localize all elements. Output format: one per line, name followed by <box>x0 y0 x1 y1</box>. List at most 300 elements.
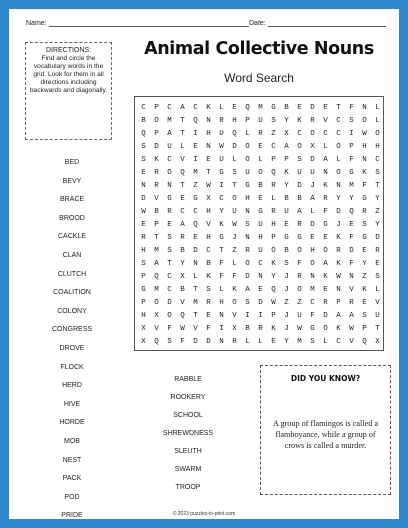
word-list-item: ROOKERY <box>170 394 206 401</box>
grid-letter: D <box>323 312 328 320</box>
grid-letter: U <box>167 143 172 151</box>
grid-row <box>135 102 385 115</box>
grid-letter: P <box>362 325 367 333</box>
grid-letter: Y <box>375 195 380 203</box>
grid-letter: R <box>271 182 276 190</box>
grid-row <box>135 297 385 310</box>
grid-letter: E <box>141 169 146 177</box>
grid-letter: Q <box>362 338 367 346</box>
grid-letter: C <box>323 130 328 138</box>
grid-letter: P <box>349 143 354 151</box>
grid-letter: X <box>375 338 380 346</box>
grid-letter: C <box>258 260 263 268</box>
grid-letter: C <box>336 338 341 346</box>
grid-letter: E <box>323 104 328 112</box>
grid-letter: M <box>154 286 159 294</box>
grid-letter: F <box>297 260 302 268</box>
grid-letter: A <box>180 221 185 229</box>
grid-letter: K <box>336 234 341 242</box>
grid-letter: L <box>323 143 328 151</box>
grid-letter: M <box>297 338 302 346</box>
grid-letter: K <box>154 156 159 164</box>
grid-letter: K <box>284 169 289 177</box>
grid-letter: K <box>271 260 276 268</box>
grid-letter: Q <box>193 117 198 125</box>
grid-letter: L <box>180 143 185 151</box>
grid-letter: G <box>219 169 224 177</box>
grid-letter: E <box>323 286 328 294</box>
grid-letter: O <box>323 325 328 333</box>
grid-letter: P <box>154 130 159 138</box>
grid-letter: C <box>297 130 302 138</box>
grid-letter: S <box>245 299 250 307</box>
grid-letter: O <box>297 247 302 255</box>
did-you-know-heading: DID YOU KNOW? <box>290 374 361 383</box>
grid-letter: L <box>271 195 276 203</box>
grid-letter: F <box>349 156 354 164</box>
grid-letter: N <box>193 260 198 268</box>
grid-letter: H <box>206 208 211 216</box>
grid-letter: Z <box>362 273 367 281</box>
grid-letter: E <box>258 143 263 151</box>
grid-letter: N <box>336 286 341 294</box>
grid-letter: S <box>284 260 289 268</box>
grid-letter: A <box>284 143 289 151</box>
grid-letter: A <box>310 195 315 203</box>
grid-letter: L <box>336 156 341 164</box>
grid-letter: H <box>232 117 237 125</box>
grid-letter: L <box>375 117 380 125</box>
grid-letter: T <box>232 182 237 190</box>
grid-letter: O <box>336 169 341 177</box>
grid-letter: Y <box>180 260 185 268</box>
grid-letter: K <box>323 182 328 190</box>
grid-letter: O <box>310 260 315 268</box>
grid-letter: X <box>284 130 289 138</box>
grid-letter: R <box>362 208 367 216</box>
grid-letter: N <box>141 182 146 190</box>
grid-letter: S <box>167 247 172 255</box>
grid-letter: A <box>180 104 185 112</box>
grid-letter: N <box>362 156 367 164</box>
grid-letter: E <box>271 338 276 346</box>
grid-letter: P <box>141 273 146 281</box>
grid-letter: G <box>167 195 172 203</box>
grid-letter: U <box>258 221 263 229</box>
grid-letter: S <box>375 273 380 281</box>
grid-letter: S <box>167 234 172 242</box>
grid-letter: P <box>271 234 276 242</box>
grid-letter: B <box>297 195 302 203</box>
worksheet-page <box>9 9 399 519</box>
grid-letter: L <box>193 273 198 281</box>
grid-letter: B <box>141 117 146 125</box>
grid-letter: X <box>180 273 185 281</box>
grid-letter: E <box>362 299 367 307</box>
grid-letter: O <box>245 260 250 268</box>
word-list-item: CLAN <box>62 252 82 259</box>
grid-letter: Z <box>271 130 276 138</box>
grid-letter: O <box>167 169 172 177</box>
grid-letter: O <box>232 195 237 203</box>
grid-letter: N <box>206 143 211 151</box>
grid-letter: C <box>167 273 172 281</box>
grid-letter: R <box>154 169 159 177</box>
grid-letter: K <box>232 286 237 294</box>
word-list-item: CACKLE <box>57 233 86 241</box>
grid-letter: F <box>310 312 315 320</box>
word-list-item: HERD <box>62 382 82 390</box>
grid-row <box>135 206 385 219</box>
grid-letter: W <box>219 143 224 151</box>
grid-letter: U <box>219 156 224 164</box>
word-search-grid <box>134 96 384 351</box>
grid-row <box>135 258 385 271</box>
grid-letter: T <box>180 182 185 190</box>
grid-letter: Y <box>284 117 289 125</box>
grid-letter: Q <box>141 130 146 138</box>
grid-letter: Q <box>245 104 250 112</box>
grid-letter: A <box>323 156 328 164</box>
grid-letter: O <box>297 286 302 294</box>
word-list-item: RABBLE <box>174 376 202 383</box>
date-label: Date: <box>249 20 266 27</box>
word-list-item: SCHOOL <box>173 412 203 419</box>
grid-letter: V <box>193 325 198 333</box>
grid-letter: U <box>375 312 380 320</box>
grid-letter: F <box>219 260 224 268</box>
grid-letter: X <box>206 195 211 203</box>
grid-letter: U <box>297 169 302 177</box>
grid-letter: G <box>245 182 250 190</box>
word-list-item: BED <box>64 159 80 166</box>
grid-letter: N <box>219 338 224 346</box>
grid-letter: Z <box>193 182 198 190</box>
word-list-item: SLEUTH <box>174 448 202 455</box>
grid-letter: R <box>297 221 302 229</box>
grid-letter: X <box>154 312 159 320</box>
grid-letter: F <box>349 260 354 268</box>
grid-letter: E <box>180 195 185 203</box>
grid-letter: X <box>232 325 237 333</box>
grid-letter: C <box>180 208 185 216</box>
grid-letter: W <box>349 325 354 333</box>
grid-letter: Z <box>284 299 289 307</box>
grid-letter: U <box>297 312 302 320</box>
grid-letter: N <box>258 273 263 281</box>
grid-letter: L <box>375 286 380 294</box>
grid-letter: B <box>284 195 289 203</box>
word-list-item: SHREWDNESS <box>162 430 214 437</box>
grid-letter: N <box>206 117 211 125</box>
grid-letter: R <box>245 247 250 255</box>
grid-letter: Y <box>271 273 276 281</box>
grid-letter: A <box>297 208 302 216</box>
grid-row <box>135 154 385 167</box>
grid-letter: D <box>336 208 341 216</box>
grid-letter: T <box>206 169 211 177</box>
grid-letter: U <box>310 169 315 177</box>
grid-letter: G <box>349 169 354 177</box>
word-list-item: NEST <box>62 456 82 464</box>
grid-letter: W <box>362 130 367 138</box>
grid-letter: K <box>336 260 341 268</box>
grid-letter: Q <box>349 208 354 216</box>
grid-letter: L <box>232 260 237 268</box>
grid-letter: O <box>167 312 172 320</box>
grid-letter: E <box>141 221 146 229</box>
grid-letter: R <box>232 338 237 346</box>
grid-letter: W <box>206 182 211 190</box>
grid-letter: D <box>310 221 315 229</box>
grid-letter: W <box>232 221 237 229</box>
grid-letter: G <box>193 195 198 203</box>
grid-letter: C <box>193 104 198 112</box>
grid-letter: R <box>336 247 341 255</box>
word-list-item: PRIDE <box>61 512 83 520</box>
grid-letter: W <box>297 325 302 333</box>
grid-letter: K <box>271 325 276 333</box>
grid-letter: R <box>297 273 302 281</box>
grid-row <box>135 193 385 206</box>
grid-letter: L <box>375 104 380 112</box>
grid-letter: S <box>362 221 367 229</box>
grid-letter: G <box>284 234 289 242</box>
grid-letter: N <box>323 169 328 177</box>
grid-letter: A <box>154 260 159 268</box>
grid-letter: E <box>193 143 198 151</box>
grid-letter: V <box>323 117 328 125</box>
grid-letter: Q <box>271 169 276 177</box>
grid-letter: G <box>297 234 302 242</box>
grid-letter: C <box>336 130 341 138</box>
grid-letter: F <box>323 208 328 216</box>
grid-letter: Y <box>375 221 380 229</box>
grid-letter: I <box>193 156 198 164</box>
grid-letter: Q <box>193 221 198 229</box>
grid-letter: F <box>206 325 211 333</box>
grid-letter: M <box>349 182 354 190</box>
grid-letter: O <box>271 247 276 255</box>
grid-letter: S <box>141 143 146 151</box>
grid-letter: C <box>167 286 172 294</box>
grid-letter: S <box>297 156 302 164</box>
grid-letter: G <box>141 286 146 294</box>
grid-letter: B <box>284 247 289 255</box>
grid-letter: C <box>336 117 341 125</box>
grid-letter: P <box>154 221 159 229</box>
grid-letter: B <box>180 286 185 294</box>
word-list-item: CLUTCH <box>57 270 87 278</box>
grid-row <box>135 128 385 141</box>
grid-letter: P <box>271 312 276 320</box>
grid-letter: W <box>180 325 185 333</box>
grid-letter: G <box>362 234 367 242</box>
grid-letter: J <box>284 286 289 294</box>
grid-row <box>135 115 385 128</box>
grid-letter: V <box>375 299 380 307</box>
grid-letter: R <box>167 208 172 216</box>
grid-letter: I <box>219 325 224 333</box>
word-list-item: PACK <box>62 475 82 483</box>
grid-letter: C <box>219 195 224 203</box>
grid-letter: F <box>349 234 354 242</box>
grid-letter: H <box>310 247 315 255</box>
grid-letter: S <box>141 260 146 268</box>
grid-letter: Q <box>180 169 185 177</box>
date-blank <box>268 19 386 27</box>
grid-letter: O <box>362 117 367 125</box>
grid-letter: D <box>310 156 315 164</box>
grid-letter: G <box>258 208 263 216</box>
grid-letter: D <box>310 104 315 112</box>
grid-letter: A <box>167 130 172 138</box>
grid-letter: E <box>375 260 380 268</box>
grid-letter: V <box>154 325 159 333</box>
grid-letter: K <box>362 169 367 177</box>
grid-letter: H <box>362 143 367 151</box>
footer-credit: © 2023 puzzles-to-print.com <box>172 511 236 517</box>
grid-letter: E <box>167 221 172 229</box>
grid-letter: O <box>232 299 237 307</box>
grid-letter: Q <box>180 312 185 320</box>
directions-heading: DIRECTIONS: <box>45 47 92 54</box>
grid-letter: Y <box>336 195 341 203</box>
grid-letter: C <box>193 208 198 216</box>
grid-letter: B <box>180 247 185 255</box>
grid-letter: O <box>154 117 159 125</box>
word-list-item: SWARM <box>174 466 202 473</box>
grid-letter: K <box>219 221 224 229</box>
grid-letter: P <box>271 156 276 164</box>
grid-letter: V <box>154 195 159 203</box>
grid-letter: S <box>349 117 354 125</box>
grid-letter: Y <box>362 260 367 268</box>
grid-letter: B <box>154 208 159 216</box>
grid-letter: D <box>258 299 263 307</box>
grid-letter: P <box>336 299 341 307</box>
grid-letter: J <box>284 325 289 333</box>
word-list-item: HIVE <box>63 400 81 408</box>
grid-row <box>135 167 385 180</box>
grid-letter: O <box>323 247 328 255</box>
grid-letter: K <box>297 117 302 125</box>
word-list-item: POD <box>64 493 80 501</box>
grid-letter: D <box>232 143 237 151</box>
directions-text: Find and circle the vocabulary words in the grid. Look for them in all directions including backwards and diagonally. <box>29 55 108 94</box>
grid-letter: H <box>245 195 250 203</box>
grid-letter: X <box>310 143 315 151</box>
name-blank <box>49 19 249 27</box>
grid-letter: F <box>232 273 237 281</box>
grid-letter: E <box>206 156 211 164</box>
grid-letter: I <box>219 182 224 190</box>
grid-letter: E <box>362 247 367 255</box>
grid-letter: W <box>141 208 146 216</box>
grid-letter: C <box>375 156 380 164</box>
grid-row <box>135 245 385 258</box>
grid-letter: U <box>284 208 289 216</box>
grid-letter: N <box>245 208 250 216</box>
grid-letter: W <box>336 273 341 281</box>
grid-letter: M <box>193 169 198 177</box>
grid-letter: U <box>258 117 263 125</box>
grid-row <box>135 310 385 323</box>
grid-letter: E <box>349 221 354 229</box>
grid-letter: R <box>141 234 146 242</box>
grid-letter: M <box>167 117 172 125</box>
grid-letter: F <box>180 338 185 346</box>
grid-letter: R <box>310 117 315 125</box>
grid-letter: D <box>141 195 146 203</box>
grid-letter: R <box>349 299 354 307</box>
grid-letter: J <box>284 312 289 320</box>
grid-letter: P <box>245 117 250 125</box>
grid-letter: S <box>362 312 367 320</box>
grid-letter: B <box>245 325 250 333</box>
grid-letter: S <box>271 117 276 125</box>
word-list-item: HORDE <box>59 419 85 427</box>
grid-letter: O <box>245 143 250 151</box>
grid-letter: T <box>154 234 159 242</box>
grid-letter: N <box>336 182 341 190</box>
grid-letter: S <box>167 338 172 346</box>
grid-letter: E <box>258 286 263 294</box>
grid-letter: N <box>349 273 354 281</box>
grid-letter: O <box>336 143 341 151</box>
name-label: Name: <box>26 20 47 27</box>
grid-letter: I <box>349 130 354 138</box>
word-list-item: BEVY <box>62 177 82 185</box>
word-list-item: BROOD <box>59 214 85 222</box>
grid-letter: Y <box>284 182 289 190</box>
grid-letter: D <box>154 143 159 151</box>
grid-letter: D <box>245 273 250 281</box>
grid-letter: O <box>310 130 315 138</box>
grid-letter: O <box>297 143 302 151</box>
grid-letter: N <box>219 312 224 320</box>
grid-letter: D <box>206 338 211 346</box>
grid-letter: X <box>141 338 146 346</box>
word-list-item: TROOP <box>175 484 201 491</box>
grid-letter: X <box>141 325 146 333</box>
grid-letter: C <box>310 299 315 307</box>
grid-letter: G <box>219 234 224 242</box>
grid-letter: L <box>258 338 263 346</box>
grid-letter: S <box>310 338 315 346</box>
grid-letter: R <box>180 234 185 242</box>
grid-letter: T <box>336 104 341 112</box>
grid-letter: K <box>206 273 211 281</box>
grid-letter: L <box>323 338 328 346</box>
grid-letter: E <box>310 234 315 242</box>
directions-box <box>25 42 112 140</box>
grid-letter: C <box>167 156 172 164</box>
grid-letter: M <box>310 286 315 294</box>
grid-letter: D <box>193 247 198 255</box>
grid-letter: F <box>349 104 354 112</box>
grid-letter: U <box>219 130 224 138</box>
grid-letter: D <box>193 338 198 346</box>
grid-row <box>135 323 385 336</box>
grid-letter: C <box>206 247 211 255</box>
grid-letter: E <box>284 221 289 229</box>
grid-letter: Z <box>232 247 237 255</box>
grid-row <box>135 232 385 245</box>
word-list-item: COALITION <box>53 289 91 297</box>
grid-letter: H <box>141 312 146 320</box>
grid-letter: T <box>193 312 198 320</box>
